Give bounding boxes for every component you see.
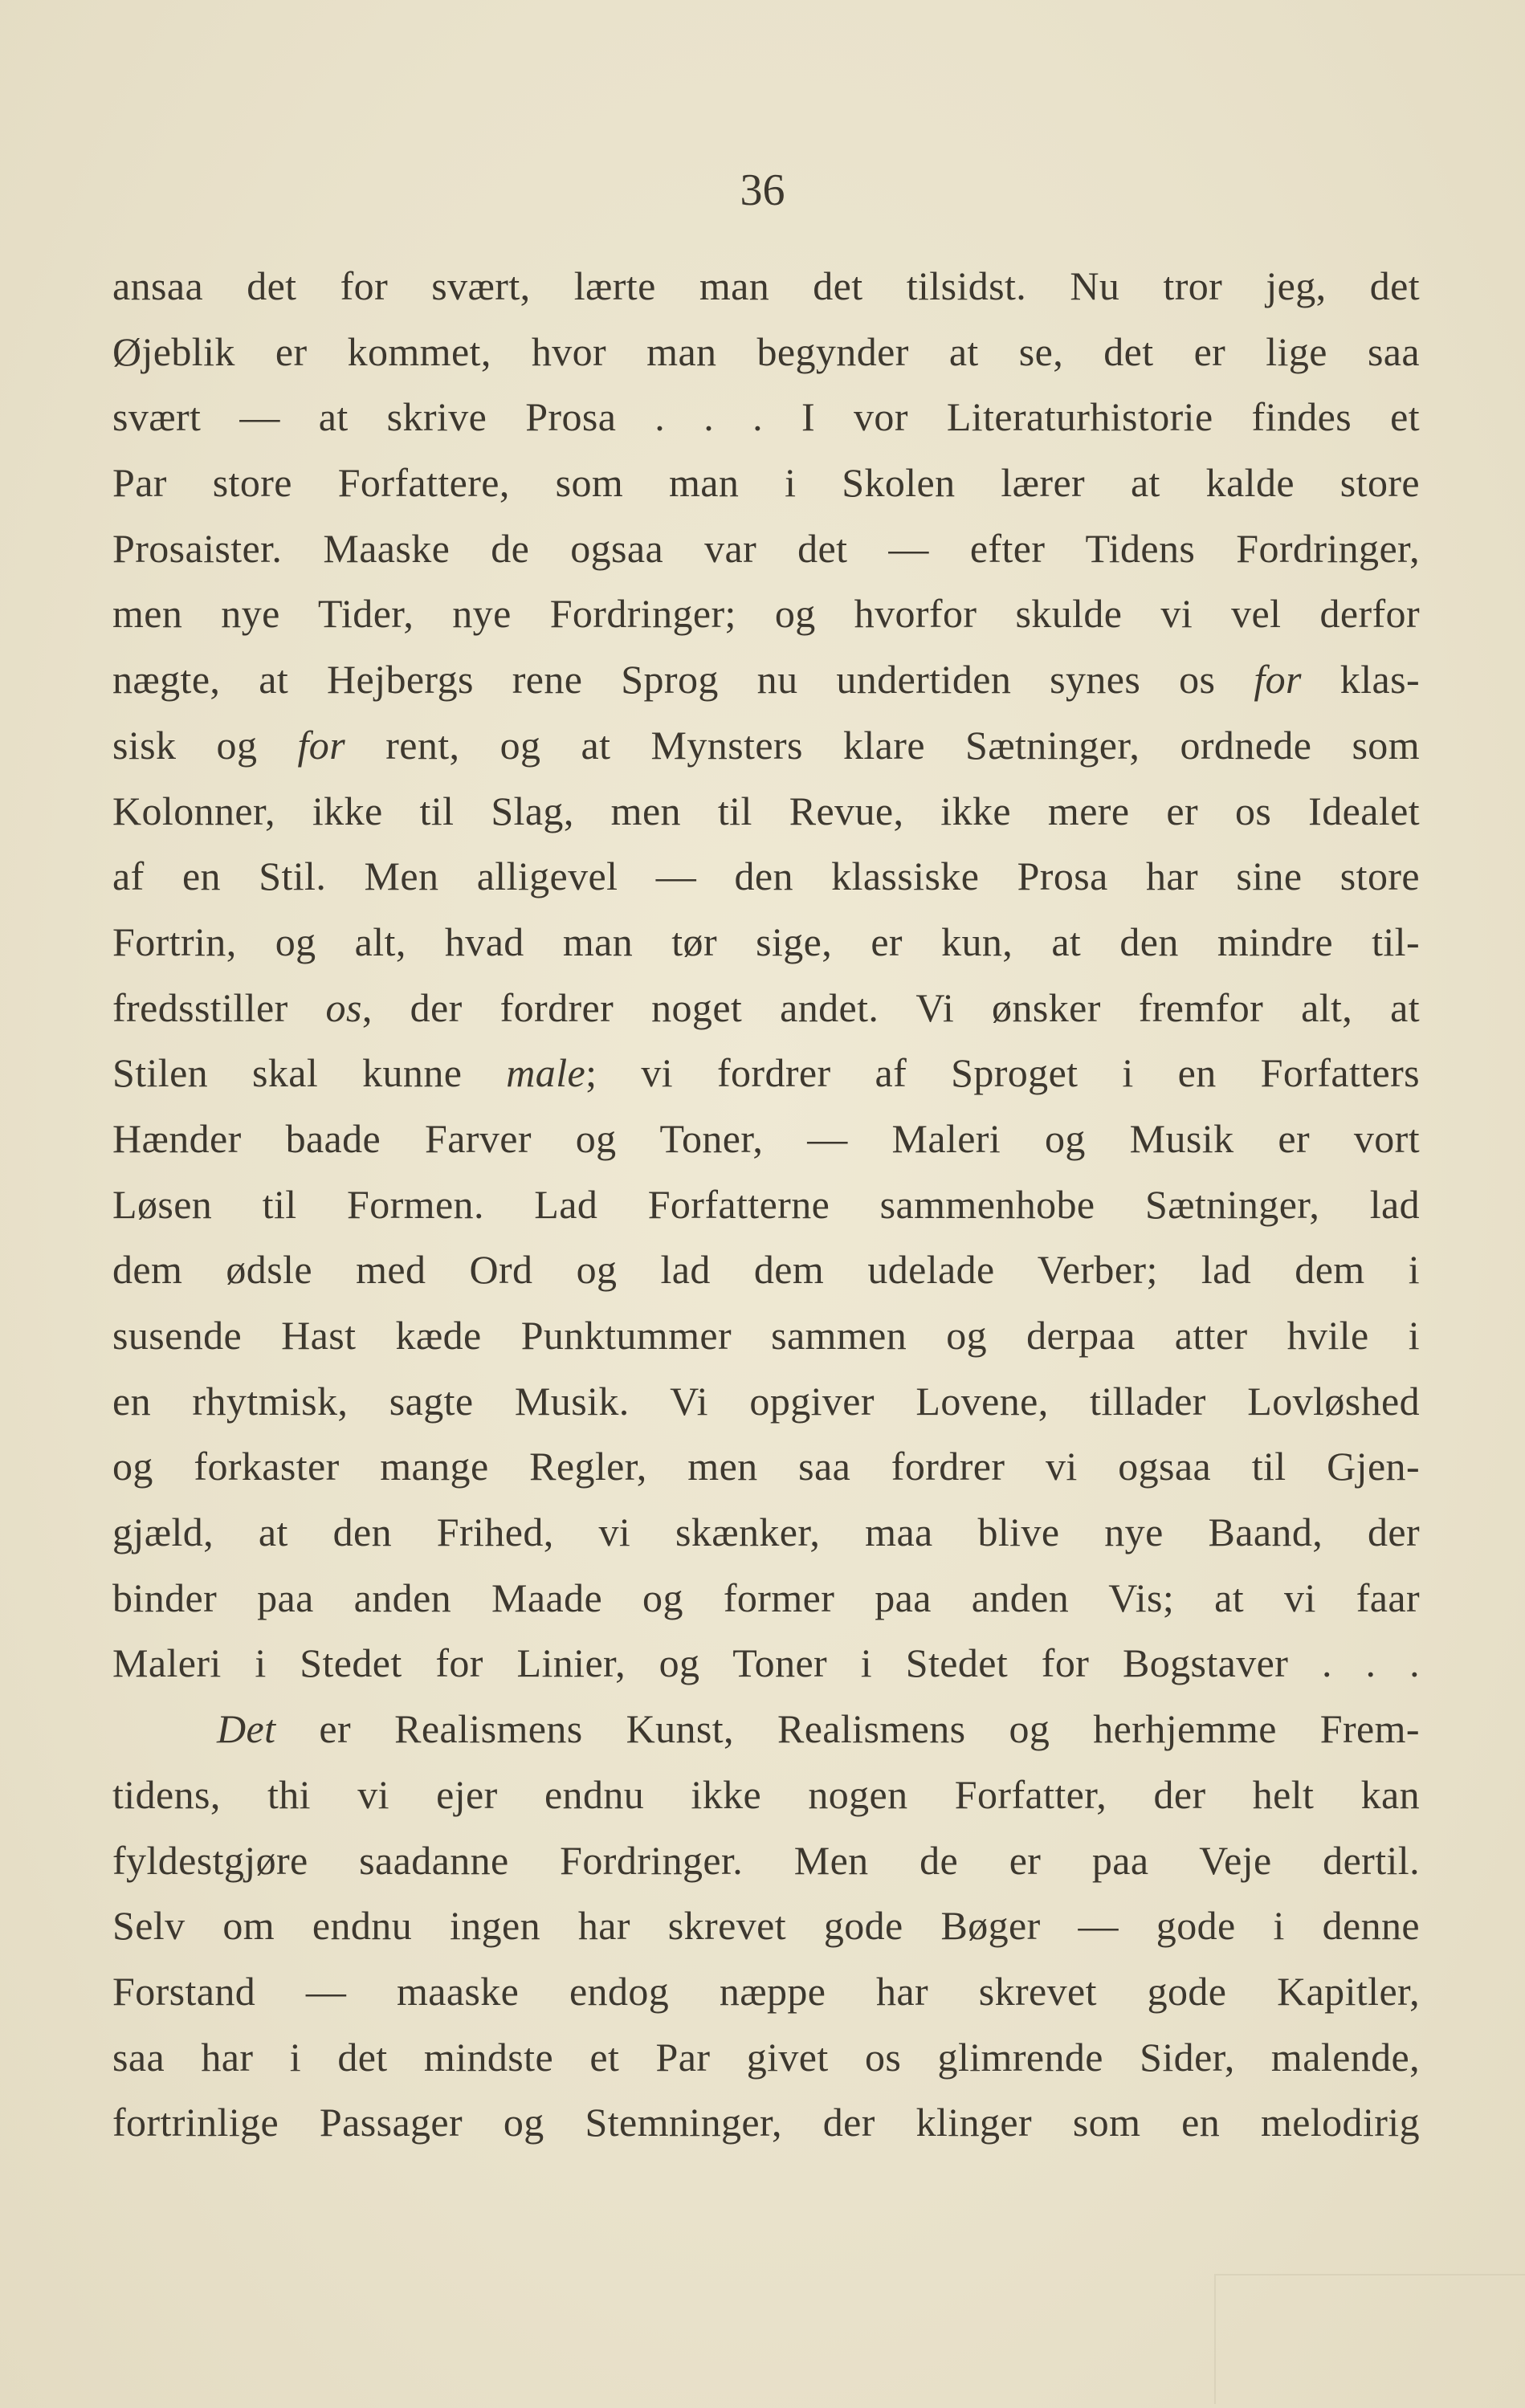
page-number: 36 — [740, 165, 785, 215]
text-line — [112, 1631, 1420, 1697]
text-line — [112, 385, 1420, 450]
text-line — [112, 450, 1420, 516]
text-segment: nægte, at Hejbergs rene Sprog nu undertiden synes os — [112, 657, 1254, 703]
text-segment: Hænder baade Farver og Toner, — Maleri og Musik er vort — [112, 1115, 1420, 1161]
text-line — [112, 1041, 1420, 1106]
text-segment: Øjeblik er kommet, hvor man begynder at se, det er lige saa — [112, 328, 1420, 374]
text-line — [112, 844, 1420, 910]
text-segment: susende Hast kæde Punktummer sammen og derpaa atter hvile i — [112, 1313, 1420, 1358]
text-segment: gjæld, at den Frihed, vi skænker, maa blive nye Baand, der — [112, 1510, 1420, 1555]
text-segment: fyldestgjøre saadanne Fordringer. Men de er paa Veje dertil. — [112, 1837, 1420, 1883]
text-line — [112, 581, 1420, 647]
text-line — [112, 1828, 1420, 1894]
text-line — [112, 1500, 1420, 1566]
italic-emphasis: for — [297, 722, 346, 768]
text-segment: binder paa anden Maade og former paa anden Vis; at vi faar — [112, 1575, 1420, 1620]
text-line — [112, 320, 1420, 385]
text-line — [112, 254, 1420, 320]
text-line — [112, 2025, 1420, 2091]
text-segment: rent, og at Mynsters klare Sætninger, ordnede som — [345, 722, 1420, 768]
italic-emphasis: for — [1254, 657, 1302, 703]
text-segment: tidens, thi vi ejer endnu ikke nogen Forfatter, der helt kan — [112, 1771, 1420, 1817]
text-segment: klas- — [1301, 657, 1420, 703]
text-segment: dem ødsle med Ord og lad dem udelade Verber; lad dem i — [112, 1247, 1420, 1293]
text-segment: Forstand — maaske endog næppe har skrevet gode Kapitler, — [112, 1968, 1420, 2014]
text-line — [112, 713, 1420, 779]
italic-emphasis: male — [506, 1050, 586, 1096]
text-line — [112, 2090, 1420, 2156]
text-segment: Maleri i Stedet for Linier, og Toner i Stedet for Bogstaver . . . — [112, 1640, 1420, 1686]
italic-emphasis: Det — [217, 1706, 276, 1752]
text-segment: og forkaster mange Regler, men saa fordrer vi ogsaa til Gjen- — [112, 1444, 1420, 1489]
text-segment: Selv om endnu ingen har skrevet gode Bøger — gode i denne — [112, 1903, 1420, 1949]
text-line — [112, 1959, 1420, 2025]
text-line — [112, 1434, 1420, 1500]
text-segment: Prosaister. Maaske de ogsaa var det — efter Tidens Fordringer, — [112, 525, 1420, 571]
text-segment: Kolonner, ikke til Slag, men til Revue, ikke mere er os Idealet — [112, 788, 1420, 833]
text-line — [112, 1369, 1420, 1435]
body-text — [112, 254, 1420, 2156]
text-line — [112, 1106, 1420, 1172]
text-segment: fredsstiller — [112, 984, 326, 1030]
text-line — [112, 910, 1420, 976]
text-segment: er Realismens Kunst, Realismens og herhjemme Frem- — [275, 1706, 1420, 1752]
text-segment: fortrinlige Passager og Stemninger, der klinger som en melodirig — [112, 2100, 1420, 2145]
text-segment: ansaa det for svært, lærte man det tilsidst. Nu tror jeg, det — [112, 263, 1420, 308]
text-segment: af en Stil. Men alligevel — den klassiske Prosa har sine store — [112, 854, 1420, 899]
text-segment: men nye Tider, nye Fordringer; og hvorfor skulde vi vel derfor — [112, 591, 1420, 637]
text-segment: Stilen skal kunne — [112, 1050, 507, 1096]
text-line — [112, 1303, 1420, 1369]
text-line — [112, 1172, 1420, 1238]
text-segment: sisk og — [112, 722, 298, 768]
text-line — [112, 976, 1420, 1041]
text-segment: svært — at skrive Prosa . . . I vor Literaturhistorie findes et — [112, 394, 1420, 440]
text-segment: en rhytmisk, sagte Musik. Vi opgiver Lovene, tillader Lovløshed — [112, 1378, 1420, 1424]
text-line — [112, 1762, 1420, 1828]
text-segment: Løsen til Formen. Lad Forfatterne sammenhobe Sætninger, lad — [112, 1181, 1420, 1227]
text-line — [112, 779, 1420, 845]
italic-emphasis: os — [325, 984, 362, 1030]
text-segment: ; vi fordrer af Sproget i en Forfatters — [585, 1050, 1421, 1096]
text-segment: saa har i det mindste et Par givet os glimrende Sider, malende, — [112, 2034, 1420, 2080]
text-line — [112, 516, 1420, 582]
text-line — [112, 1566, 1420, 1632]
text-segment: Par store Forfattere, som man i Skolen lærer at kalde store — [112, 460, 1420, 506]
text-line — [112, 1697, 1420, 1762]
text-line — [112, 647, 1420, 713]
text-line — [112, 1237, 1420, 1303]
text-segment: , der fordrer noget andet. Vi ønsker fremfor alt, at — [361, 984, 1420, 1030]
text-segment: Fortrin, og alt, hvad man tør sige, er kun, at den mindre til- — [112, 919, 1420, 964]
paper-crease — [1214, 2274, 1525, 2404]
text-line — [112, 1893, 1420, 1959]
